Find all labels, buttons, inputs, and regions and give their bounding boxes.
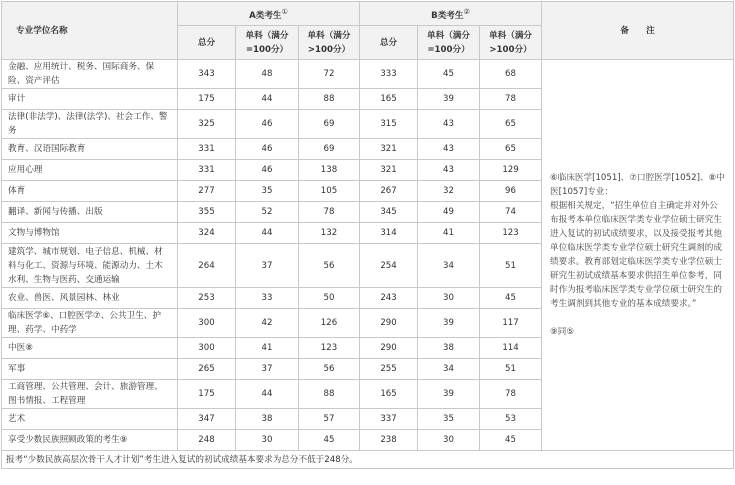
a-single150: 45 <box>299 430 360 451</box>
a-single100: 46 <box>236 160 299 181</box>
b-single150: 78 <box>480 380 542 409</box>
remark-line-2: 根据相关规定，“招生单位自主确定并对外公布报考本单位临床医学类专业学位硕士研究生进入复试的初试成绩要求，以及接受报考其他单位临床医学类专业学位硕士研究生调剂的成绩要求。教育部划定临床医学类专业学位硕士研究生初试成绩基本要求供招生单位参考，同时作为报考临床医学类专业学位硕士研究生的考生调剂到其他专业的基本成绩要求。” <box>550 201 722 309</box>
row-major-name: 享受少数民族照顾政策的考生⑨ <box>2 430 178 451</box>
row-major-name: 翻译、新闻与传播、出版 <box>2 202 178 223</box>
a-single100: 41 <box>236 338 299 359</box>
a-single100: 44 <box>236 89 299 110</box>
a-single150: 56 <box>299 359 360 380</box>
b-single100: 38 <box>418 338 480 359</box>
score-table-body <box>2 60 734 469</box>
remark-line-3: ⑨同⑤ <box>550 327 575 337</box>
a-single150: 88 <box>299 89 360 110</box>
b-single150: 65 <box>480 139 542 160</box>
b-single100: 41 <box>418 223 480 244</box>
b-single100: 34 <box>418 359 480 380</box>
a-single150: 69 <box>299 139 360 160</box>
a-total: 265 <box>178 359 236 380</box>
row-major-name: 农业、兽医、风景园林、林业 <box>2 288 178 309</box>
b-total: 254 <box>360 244 418 288</box>
a-single100: 46 <box>236 139 299 160</box>
score-table-container <box>1 1 733 469</box>
b-single150: 51 <box>480 244 542 288</box>
row-major-name: 军事 <box>2 359 178 380</box>
header-a-total: 总分 <box>178 26 236 60</box>
a-single150: 126 <box>299 309 360 338</box>
a-single100: 37 <box>236 359 299 380</box>
header-remark: 备 注 <box>542 2 734 60</box>
b-total: 243 <box>360 288 418 309</box>
row-major-name: 工商管理、公共管理、会计、旅游管理、图书情报、工程管理 <box>2 380 178 409</box>
a-total: 175 <box>178 89 236 110</box>
b-single100: 30 <box>418 288 480 309</box>
b-total: 238 <box>360 430 418 451</box>
a-total: 331 <box>178 139 236 160</box>
a-single100: 38 <box>236 409 299 430</box>
b-single150: 114 <box>480 338 542 359</box>
b-single100: 32 <box>418 181 480 202</box>
header-b-single100: 单科（满分 =100分） <box>418 26 480 60</box>
b-total: 337 <box>360 409 418 430</box>
a-total: 325 <box>178 110 236 139</box>
row-major-name: 教育、汉语国际教育 <box>2 139 178 160</box>
a-single150: 57 <box>299 409 360 430</box>
a-total: 347 <box>178 409 236 430</box>
b-total: 333 <box>360 60 418 89</box>
a-single150: 56 <box>299 244 360 288</box>
header-major: 专业学位名称 <box>2 2 178 60</box>
b-single100: 43 <box>418 139 480 160</box>
b-single100: 45 <box>418 60 480 89</box>
b-single150: 78 <box>480 89 542 110</box>
a-single100: 46 <box>236 110 299 139</box>
a-single150: 50 <box>299 288 360 309</box>
b-total: 290 <box>360 338 418 359</box>
row-major-name: 艺术 <box>2 409 178 430</box>
b-total: 314 <box>360 223 418 244</box>
b-total: 315 <box>360 110 418 139</box>
a-single100: 44 <box>236 380 299 409</box>
row-major-name: 法律(非法学)、法律(法学)、社会工作、警务 <box>2 110 178 139</box>
table-row <box>2 60 734 89</box>
b-single150: 68 <box>480 60 542 89</box>
a-single150: 138 <box>299 160 360 181</box>
b-single150: 117 <box>480 309 542 338</box>
b-single100: 49 <box>418 202 480 223</box>
a-total: 324 <box>178 223 236 244</box>
a-total: 264 <box>178 244 236 288</box>
row-major-name: 体育 <box>2 181 178 202</box>
header-a-single100: 单科（满分 =100分） <box>236 26 299 60</box>
b-single150: 74 <box>480 202 542 223</box>
a-single150: 105 <box>299 181 360 202</box>
b-single100: 34 <box>418 244 480 288</box>
b-single150: 129 <box>480 160 542 181</box>
header-group-a: A类考生① <box>178 2 360 26</box>
a-total: 253 <box>178 288 236 309</box>
a-single150: 72 <box>299 60 360 89</box>
b-total: 345 <box>360 202 418 223</box>
b-single150: 123 <box>480 223 542 244</box>
footer-row <box>2 451 734 469</box>
a-total: 355 <box>178 202 236 223</box>
a-single100: 33 <box>236 288 299 309</box>
a-single150: 69 <box>299 110 360 139</box>
b-single100: 43 <box>418 110 480 139</box>
a-single100: 42 <box>236 309 299 338</box>
row-major-name: 建筑学、城市规划、电子信息、机械、材料与化工、资源与环境、能源动力、土木水利、生物与医药、交通运输 <box>2 244 178 288</box>
b-single100: 39 <box>418 380 480 409</box>
b-single100: 30 <box>418 430 480 451</box>
a-single100: 30 <box>236 430 299 451</box>
a-single100: 44 <box>236 223 299 244</box>
a-single100: 48 <box>236 60 299 89</box>
b-total: 321 <box>360 160 418 181</box>
b-single150: 45 <box>480 430 542 451</box>
remark-cell <box>542 60 734 451</box>
score-table <box>1 1 734 469</box>
b-single150: 53 <box>480 409 542 430</box>
row-major-name: 金融、应用统计、税务、国际商务、保险、资产评估 <box>2 60 178 89</box>
header-a-single150: 单科（满分 >100分） <box>299 26 360 60</box>
b-single100: 39 <box>418 309 480 338</box>
a-single150: 123 <box>299 338 360 359</box>
a-total: 277 <box>178 181 236 202</box>
row-major-name: 临床医学⑥、口腔医学⑦、公共卫生、护理、药学、中药学 <box>2 309 178 338</box>
row-major-name: 应用心理 <box>2 160 178 181</box>
b-single150: 96 <box>480 181 542 202</box>
remark-line-1: ⑥临床医学[1051]、⑦口腔医学[1052]、⑧中医[1057]专业： <box>550 173 725 197</box>
b-single150: 45 <box>480 288 542 309</box>
footer-note: 报考“少数民族高层次骨干人才计划”考生进入复试的初试成绩基本要求为总分不低于248分。 <box>2 451 734 469</box>
row-major-name: 审计 <box>2 89 178 110</box>
a-single100: 35 <box>236 181 299 202</box>
b-single150: 51 <box>480 359 542 380</box>
a-single150: 132 <box>299 223 360 244</box>
a-total: 248 <box>178 430 236 451</box>
b-total: 290 <box>360 309 418 338</box>
a-single150: 78 <box>299 202 360 223</box>
a-single150: 88 <box>299 380 360 409</box>
row-major-name: 文物与博物馆 <box>2 223 178 244</box>
a-single100: 52 <box>236 202 299 223</box>
b-total: 267 <box>360 181 418 202</box>
a-total: 300 <box>178 338 236 359</box>
a-single100: 37 <box>236 244 299 288</box>
b-total: 165 <box>360 89 418 110</box>
b-single100: 39 <box>418 89 480 110</box>
header-b-total: 总分 <box>360 26 418 60</box>
row-major-name: 中医⑧ <box>2 338 178 359</box>
b-single150: 65 <box>480 110 542 139</box>
b-single100: 43 <box>418 160 480 181</box>
b-total: 255 <box>360 359 418 380</box>
a-total: 343 <box>178 60 236 89</box>
header-group-b: B类考生② <box>360 2 542 26</box>
b-total: 165 <box>360 380 418 409</box>
a-total: 331 <box>178 160 236 181</box>
a-total: 175 <box>178 380 236 409</box>
b-total: 321 <box>360 139 418 160</box>
header-b-single150: 单科（满分 >100分） <box>480 26 542 60</box>
a-total: 300 <box>178 309 236 338</box>
b-single100: 35 <box>418 409 480 430</box>
